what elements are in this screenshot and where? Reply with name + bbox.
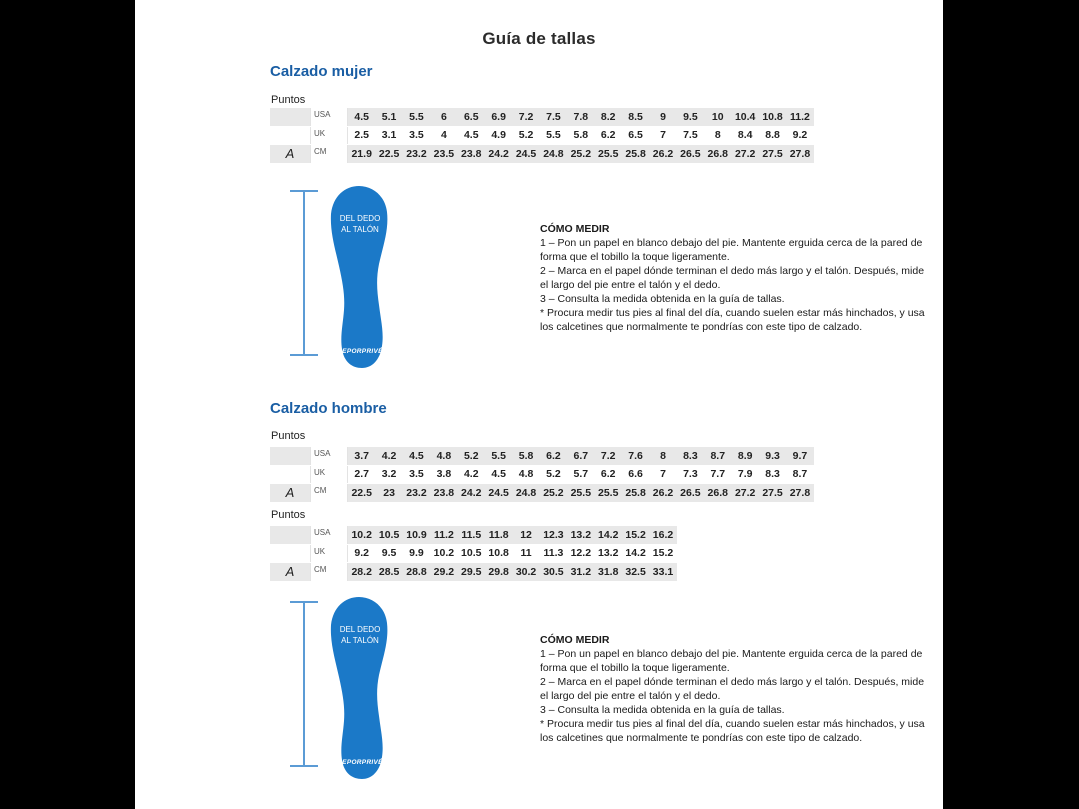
measure-step-2: 2 – Marca en el papel dónde terminan el dedo más largo y el talón. Después, mide el largo del pie entre el talón y el dedo. [540, 675, 925, 702]
row-marker: A [285, 485, 295, 501]
ruler-line [303, 191, 305, 355]
size-value-cell: 10.2 [433, 547, 455, 560]
size-value-cell: 5.1 [381, 110, 397, 123]
measure-instructions [540, 634, 932, 746]
size-value-cell: 11.5 [461, 528, 482, 541]
size-value-cell: 6.7 [573, 449, 589, 462]
measurement-ruler [290, 190, 318, 356]
size-value-cell: 28.8 [406, 565, 427, 578]
row-label: CM [310, 145, 348, 163]
footprint-range-label [326, 214, 394, 236]
size-value-cell: 23.5 [433, 147, 455, 160]
size-value-cell: 5.5 [491, 449, 506, 462]
size-value-cell: 26.8 [707, 147, 728, 160]
size-value-cell: 25.2 [543, 486, 564, 499]
row-label: CM [310, 563, 348, 581]
measure-block-men [270, 596, 935, 788]
size-value-cell: 9.9 [409, 547, 424, 560]
measure-note: * Procura medir tus pies al final del día, cuando suelen estar más hinchados, y usa los calcetines que normalmente te pondrías con este tipo de calzado. [540, 306, 925, 333]
row-marker [270, 127, 310, 145]
page-title: Guía de tallas [482, 29, 596, 48]
size-value-cell: 3.2 [381, 468, 397, 481]
size-value-cell: 11.3 [543, 547, 564, 560]
row-marker [270, 466, 310, 484]
size-value-cell: 14.2 [625, 547, 646, 560]
size-value-cell: 21.9 [351, 147, 372, 160]
measure-heading: CÓMO MEDIR [540, 223, 610, 235]
footprint-label-line2: AL TALÓN [341, 635, 379, 645]
puntos-label: Puntos [271, 94, 306, 106]
row-marker [270, 447, 310, 465]
size-value-cell: 4.5 [463, 129, 479, 142]
row-marker [270, 108, 310, 126]
row-label: UK [310, 127, 348, 145]
table-row [270, 145, 814, 164]
size-value-cell: 28.5 [378, 565, 400, 578]
footprint-insole [326, 597, 394, 779]
size-value-cell: 16.2 [652, 528, 674, 541]
table-row [270, 526, 677, 545]
measurement-ruler [290, 601, 318, 767]
size-value-cell: 8.8 [765, 129, 780, 142]
size-value-cell: 10.8 [762, 110, 783, 123]
size-value-cell: 23.2 [406, 147, 427, 160]
size-value-cell: 7 [660, 129, 666, 142]
table-row [270, 127, 814, 146]
size-value-cell: 31.2 [570, 565, 592, 578]
measure-step-3: 3 – Consulta la medida obtenida en la guía de tallas. [540, 292, 785, 305]
size-value-cell: 10 [711, 110, 724, 123]
ruler-bottom-cap [290, 765, 318, 767]
size-value-cell: 5.5 [409, 110, 424, 123]
size-value-cell: 11.2 [433, 528, 454, 541]
row-label: UK [310, 545, 348, 563]
brand-logo: DEPORPRIVÉ [337, 759, 383, 766]
size-value-cell: 6.5 [463, 110, 479, 123]
size-value-cell: 9.3 [765, 449, 780, 462]
size-value-cell: 25.8 [625, 486, 646, 499]
size-value-cell: 24.2 [488, 147, 509, 160]
size-value-cell: 2.7 [354, 468, 369, 481]
size-value-cell: 29.8 [488, 565, 509, 578]
measure-step-1: 1 – Pon un papel en blanco debajo del pie. Mantente erguida cerca de la pared de forma que el tobillo la toque ligeramente. [540, 647, 923, 674]
size-value-cell: 15.2 [652, 547, 674, 560]
size-value-cell: 4.8 [518, 468, 534, 481]
footprint-label-line1: DEL DEDO [339, 214, 381, 223]
puntos-label: Puntos [271, 509, 306, 521]
size-value-cell: 6 [440, 110, 447, 123]
footprint-label-line2: AL TALÓN [341, 224, 379, 234]
brand-logo: DEPORPRIVÉ [337, 348, 383, 355]
size-value-cell: 3.1 [381, 129, 397, 142]
size-value-cell: 24.8 [515, 486, 537, 499]
table-row [270, 447, 814, 466]
size-value-cell: 5.8 [518, 449, 534, 462]
size-value-cell: 7.5 [683, 129, 698, 142]
size-value-cell: 5.7 [573, 468, 589, 481]
measure-heading: CÓMO MEDIR [540, 634, 610, 646]
size-value-cell: 26.5 [680, 147, 701, 160]
size-value-cell: 12.3 [543, 528, 564, 541]
size-value-cell: 4.8 [436, 449, 452, 462]
size-value-cell: 3.5 [409, 129, 424, 142]
measure-instructions [540, 223, 932, 335]
size-value-cell: 4 [440, 129, 447, 142]
table-row [270, 545, 677, 564]
size-value-cell: 22.5 [351, 486, 372, 499]
size-value-cell: 7.9 [737, 468, 753, 481]
size-value-cell: 27.8 [789, 147, 811, 160]
size-table-men-large [270, 526, 677, 582]
size-value-cell: 8.5 [628, 110, 643, 123]
size-value-cell: 29.5 [461, 565, 482, 578]
table-row [270, 484, 814, 503]
size-value-cell: 25.5 [597, 486, 619, 499]
size-value-cell: 10.9 [406, 528, 427, 541]
size-value-cell: 2.5 [354, 129, 369, 142]
size-value-cell: 7.2 [600, 449, 616, 462]
row-marker: A [285, 564, 295, 580]
size-value-cell: 9.2 [792, 129, 808, 142]
size-value-cell: 8 [660, 449, 666, 462]
size-value-cell: 6.2 [600, 129, 616, 142]
size-value-cell: 29.2 [433, 565, 455, 578]
table-row [270, 108, 814, 127]
size-value-cell: 8.9 [737, 449, 753, 462]
row-marker: A [285, 146, 295, 162]
row-label: USA [310, 526, 348, 544]
size-table-women [270, 108, 814, 164]
size-value-cell: 5.2 [518, 129, 534, 142]
size-value-cell: 10.4 [734, 110, 756, 123]
size-value-cell: 8.3 [765, 468, 780, 481]
size-value-cell: 7.3 [683, 468, 698, 481]
ruler-line [303, 602, 305, 766]
size-value-cell: 30.2 [515, 565, 537, 578]
size-value-cell: 10.5 [461, 547, 482, 560]
size-value-cell: 11.2 [790, 110, 810, 123]
measure-note: * Procura medir tus pies al final del día, cuando suelen estar más hinchados, y usa los calcetines que normalmente te pondrías con este tipo de calzado. [540, 717, 925, 744]
size-value-cell: 6.6 [628, 468, 643, 481]
size-value-cell: 9.5 [381, 547, 397, 560]
size-value-cell: 8.7 [710, 449, 726, 462]
footprint-range-label [326, 625, 394, 647]
size-value-cell: 27.2 [734, 486, 756, 499]
size-value-cell: 7.8 [573, 110, 589, 123]
row-label: CM [310, 484, 348, 502]
row-label: USA [310, 108, 348, 126]
size-value-cell: 7.6 [628, 449, 643, 462]
size-value-cell: 31.8 [597, 565, 619, 578]
size-value-cell: 10.2 [351, 528, 372, 541]
size-value-cell: 33.1 [652, 565, 674, 578]
size-value-cell: 4.9 [491, 129, 506, 142]
row-label: USA [310, 447, 348, 465]
size-value-cell: 11.8 [488, 528, 509, 541]
size-value-cell: 23.2 [406, 486, 427, 499]
size-value-cell: 8 [714, 129, 721, 142]
size-value-cell: 13.2 [597, 547, 619, 560]
size-value-cell: 26.8 [707, 486, 728, 499]
size-value-cell: 24.5 [515, 147, 537, 160]
size-value-cell: 24.5 [488, 486, 509, 499]
document-page [135, 0, 943, 809]
row-marker [270, 545, 310, 563]
table-row [270, 563, 677, 582]
size-value-cell: 25.5 [570, 486, 592, 499]
measure-step-2: 2 – Marca en el papel dónde terminan el dedo más largo y el talón. Después, mide el largo del pie entre el talón y el dedo. [540, 264, 925, 291]
size-value-cell: 4.5 [354, 110, 369, 123]
size-value-cell: 8.7 [792, 468, 808, 481]
size-value-cell: 15.2 [625, 528, 646, 541]
size-value-cell: 27.5 [762, 147, 783, 160]
size-value-cell: 26.5 [680, 486, 701, 499]
size-value-cell: 9 [660, 110, 666, 123]
size-value-cell: 32.5 [625, 565, 646, 578]
size-value-cell: 27.5 [762, 486, 783, 499]
size-value-cell: 6.2 [600, 468, 616, 481]
size-value-cell: 25.5 [597, 147, 619, 160]
size-value-cell: 9.2 [354, 547, 369, 560]
size-value-cell: 22.5 [378, 147, 400, 160]
size-value-cell: 7 [660, 468, 666, 481]
size-value-cell: 25.8 [625, 147, 646, 160]
size-value-cell: 5.2 [546, 468, 561, 481]
size-value-cell: 10.8 [488, 547, 509, 560]
size-value-cell: 23.8 [461, 147, 482, 160]
size-value-cell: 4.2 [463, 468, 479, 481]
size-value-cell: 4.2 [381, 449, 397, 462]
size-value-cell: 5.8 [573, 129, 589, 142]
size-value-cell: 3.7 [354, 449, 369, 462]
section-heading-women: Calzado mujer [270, 63, 373, 80]
size-value-cell: 4.5 [409, 449, 424, 462]
size-value-cell: 6.5 [628, 129, 643, 142]
size-value-cell: 9.5 [683, 110, 698, 123]
measure-step-3: 3 – Consulta la medida obtenida en la guía de tallas. [540, 703, 785, 716]
size-value-cell: 23.8 [433, 486, 455, 499]
size-value-cell: 3.5 [409, 468, 424, 481]
row-marker [270, 526, 310, 544]
size-value-cell: 25.2 [570, 147, 592, 160]
size-value-cell: 3.8 [436, 468, 452, 481]
size-value-cell: 8.2 [600, 110, 616, 123]
size-value-cell: 23 [383, 486, 395, 499]
table-row [270, 466, 814, 485]
size-value-cell: 14.2 [597, 528, 619, 541]
size-value-cell: 24.8 [543, 147, 564, 160]
size-value-cell: 4.5 [491, 468, 506, 481]
size-value-cell: 7.2 [518, 110, 534, 123]
size-value-cell: 28.2 [351, 565, 372, 578]
section-heading-men: Calzado hombre [270, 400, 387, 417]
measure-block-women [270, 185, 935, 377]
size-value-cell: 24.2 [461, 486, 482, 499]
size-value-cell: 9.7 [792, 449, 808, 462]
size-value-cell: 12.2 [570, 547, 592, 560]
puntos-label: Puntos [271, 430, 306, 442]
size-value-cell: 26.2 [652, 486, 674, 499]
size-value-cell: 6.2 [546, 449, 561, 462]
footprint-insole [326, 186, 394, 368]
size-value-cell: 11 [520, 547, 532, 560]
ruler-bottom-cap [290, 354, 318, 356]
footprint-label-line1: DEL DEDO [339, 625, 381, 634]
size-value-cell: 12 [520, 528, 532, 541]
row-label: UK [310, 466, 348, 484]
size-value-cell: 7.7 [710, 468, 726, 481]
size-value-cell: 5.5 [546, 129, 561, 142]
size-value-cell: 27.8 [789, 486, 811, 499]
size-value-cell: 5.2 [463, 449, 479, 462]
size-value-cell: 8.3 [683, 449, 698, 462]
size-table-men-small [270, 447, 814, 503]
size-value-cell: 8.4 [737, 129, 753, 142]
size-value-cell: 7.5 [546, 110, 561, 123]
size-value-cell: 27.2 [734, 147, 756, 160]
size-value-cell: 13.2 [570, 528, 592, 541]
size-value-cell: 30.5 [543, 565, 564, 578]
size-value-cell: 6.9 [491, 110, 506, 123]
measure-step-1: 1 – Pon un papel en blanco debajo del pie. Mantente erguida cerca de la pared de forma que el tobillo la toque ligeramente. [540, 236, 923, 263]
size-value-cell: 26.2 [652, 147, 674, 160]
size-value-cell: 10.5 [378, 528, 400, 541]
